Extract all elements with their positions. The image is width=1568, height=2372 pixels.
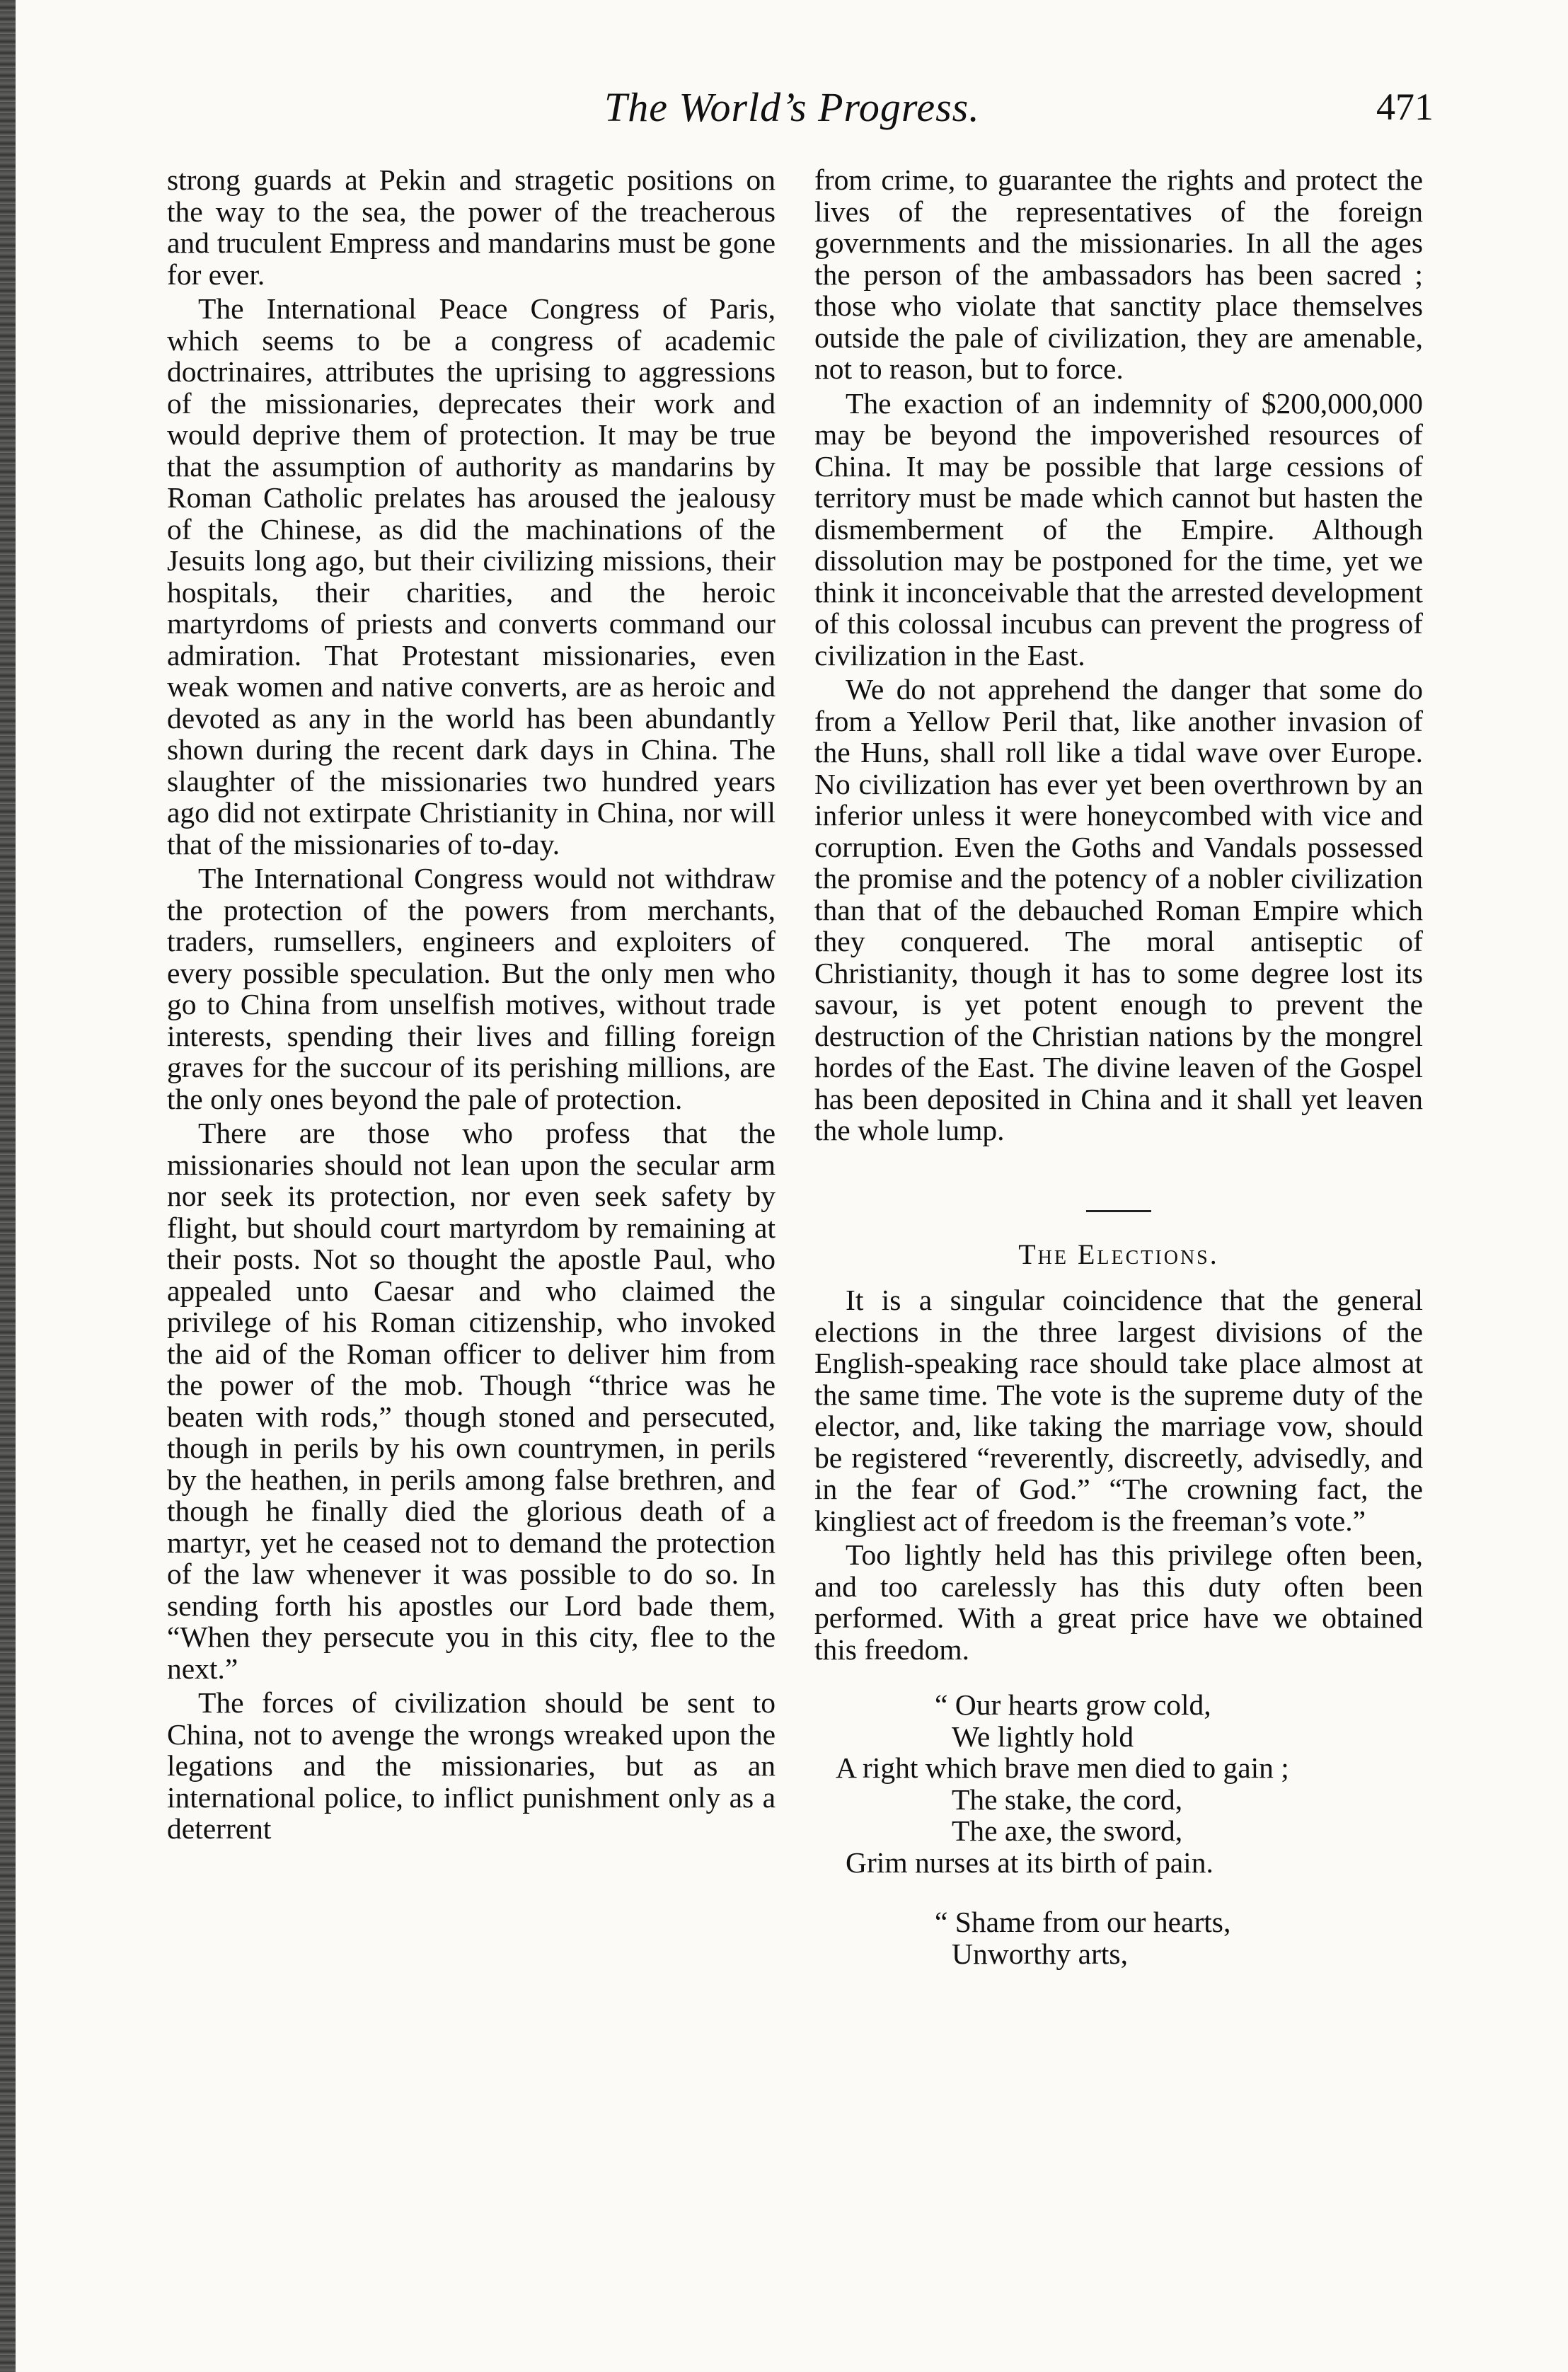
poem [814, 1689, 1423, 1969]
poem-line: The axe, the sword, [952, 1814, 1183, 1847]
paragraph: Too lightly held has this privilege often been, and too carelessly has this duty often been performed. With a great price have we obtained this freedom. [814, 1538, 1423, 1666]
poem-line: “ Shame from our hearts, [935, 1906, 1231, 1938]
paragraph: The forces of civilization should be sent to China, not to avenge the wrongs wreaked upon the legations and the missionaries, but as an international police, to inflict punishment only as a deterrent [167, 1686, 776, 1845]
paragraph: from crime, to guarantee the rights and protect the lives of the representatives of the foreign governments and the missionaries. In all the ages the person of the ambassadors has been sacred ; those who violate that sanctity place themselves outside the pale of civilization, they are amenable, not to reason, but to force. [814, 163, 1423, 385]
poem-stanza [814, 1906, 1423, 1969]
page-number: 471 [1376, 86, 1434, 128]
page-binding-edge [0, 0, 16, 2372]
paragraph: It is a singular coincidence that the general elections in the three largest divisions of the English-speaking race should take place almost at the same time. The vote is the supreme duty of the elector, and, like taking the marriage vow, should be registered “reverently, discreetly, advisedly, and in the fear of God.” “The crowning fact, the kingliest act of freedom is the freeman’s vote.” [814, 1284, 1423, 1537]
paragraph: strong guards at Pekin and stragetic positions on the way to the sea, the power of the treacherous and truculent Empress and mandarins must be gone for ever. [167, 163, 776, 291]
poem-stanza [814, 1689, 1423, 1878]
section-heading: The Elections. [1018, 1238, 1219, 1270]
paragraph: There are those who profess that the missionaries should not lean upon the secular arm nor seek its protection, nor even seek safety by flight, but should court martyrdom by remaining at their posts. Not so thought the apostle Paul, who appealed unto Caesar and who claimed the privilege of his Roman citizenship, who invoked the aid of the Roman officer to deliver him from the power of the mob. Though “thrice was he beaten with rods,” though stoned and persecuted, though in perils by his own countrymen, in perils by the heathen, in perils among false brethren, and though he finally died the glorious death of a martyr, yet he ceased not to demand the protection of the law whenever it was possible to do so. In sending forth his apostles our Lord bade them, “When they persecute you in this city, flee to the next.” [167, 1117, 776, 1685]
paragraph: The International Peace Congress of Paris, which seems to be a congress of academic doctrinaires, attributes the uprising to aggressions of the missionaries, deprecates their work and would deprive them of protection. It may be true that the assumption of authority as mandarins by Roman Catholic prelates has aroused the jealousy of the Chinese, as did the machinations of the Jesuits long ago, but their civilizing missions, their hospitals, their charities, and the heroic martyrdoms of priests and converts command our admiration. That Protestant missionaries, even weak women and native converts, are as heroic and devoted as any in the world has been abundantly shown during the recent dark days in China. The slaughter of the missionaries two hundred years ago did not extirpate Christianity in China, nor will that of the missionaries of to-day. [167, 292, 776, 860]
paragraph: The exaction of an indemnity of $200,000,000 may be beyond the impoverished resources of China. It may be possible that large cessions of territory must be made which cannot but hasten the dismemberment of the Empire. Although dissolution may be postponed for the time, yet we think it inconceivable that the arrested development of this colossal incubus can prevent the progress of civilization in the East. [814, 386, 1423, 672]
poem-line: Unworthy arts, [952, 1937, 1128, 1970]
poem-line: “ Our hearts grow cold, [935, 1688, 1211, 1721]
running-head [167, 79, 1434, 143]
right-column [814, 164, 1423, 1998]
poem-line: We lightly hold [952, 1720, 1134, 1753]
section-divider [1086, 1210, 1151, 1212]
running-title: The World’s Progress. [604, 84, 980, 130]
left-column [167, 164, 776, 1845]
paragraph: The International Congress would not withdraw the protection of the powers from merchants, traders, rumsellers, engineers and exploiters of every possible speculation. But the only men who go to China from unselfish motives, without trade interests, spending their lives and filling foreign graves for the succour of its perishing millions, are the only ones beyond the pale of protection. [167, 862, 776, 1115]
poem-line: A right which brave men died to gain ; [836, 1751, 1289, 1784]
poem-line: Grim nurses at its birth of pain. [846, 1846, 1214, 1879]
paragraph: We do not apprehend the danger that some do from a Yellow Peril that, like another invasion of the Huns, shall roll like a tidal wave over Europe. No civilization has ever yet been overthrown by an inferior unless it were honeycombed with vice and corruption. Even the Goths and Vandals possessed the promise and the potency of a nobler civilization than that of the debauched Roman Empire which they conquered. The moral antiseptic of Christianity, though it has to some degree lost its savour, is yet potent enough to prevent the destruction of the Christian nations by the mongrel hordes of the East. The divine leaven of the Gospel has been deposited in China and it shall yet leaven the whole lump. [814, 673, 1423, 1146]
poem-line: The stake, the cord, [952, 1783, 1183, 1816]
